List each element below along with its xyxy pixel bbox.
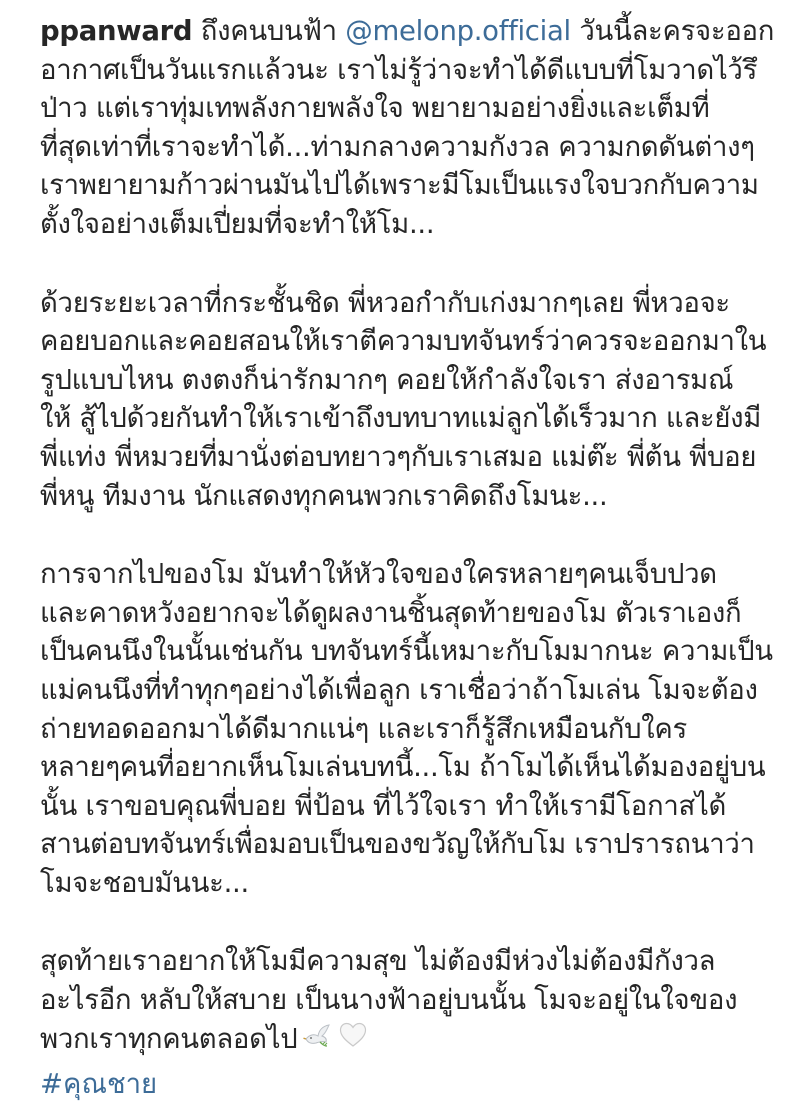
caption-line: ให้ สู้ไปด้วยกันทำให้เราเข้าถึงบทบาทแม่ลูกได้เร็วมาก และยังมี bbox=[40, 402, 762, 435]
caption-line: โมจะชอบมันนะ... bbox=[40, 866, 249, 899]
caption-line: เราพยายามก้าวผ่านมันไปได้เพราะมีโมเป็นแรงใจบวกกับความ bbox=[40, 169, 759, 202]
caption-line: การจากไปของโม มันทำให้หัวใจของใครหลายๆคนเจ็บปวด bbox=[40, 558, 717, 591]
caption-line: อากาศเป็นวันแรกแล้วนะ เราไม่รู้ว่าจะทำได้ดีแบบที่โมวาดไว้รึ bbox=[40, 53, 758, 86]
caption-line: สุดท้ายเราอยากให้โมมีความสุข ไม่ต้องมีห่วงไม่ต้องมีกังวล bbox=[40, 945, 716, 978]
caption-line: เป็นคนนึงในนั้นเช่นกัน บทจันทร์นี้เหมาะกับโมมากนะ ความเป็น bbox=[40, 635, 773, 668]
caption-line: หลายๆคนที่อยากเห็นโมเล่นบทนี้...โม ถ้าโมได้เห็นได้มองอยู่บน bbox=[40, 751, 766, 784]
caption-line: ตั้งใจอย่างเต็มเปี่ยมที่จะทำให้โม... bbox=[40, 207, 435, 240]
caption-line: นั้น เราขอบคุณพี่บอย พี่ป้อน ที่ไว้ใจเรา ทำให้เรามีโอกาสได้ bbox=[40, 789, 727, 822]
caption-line: พี่หนู ทีมงาน นักแสดงทุกคนพวกเราคิดถึงโมนะ... bbox=[40, 479, 608, 512]
hashtag-link[interactable]: #คุณชาย bbox=[40, 1067, 158, 1100]
dove-icon bbox=[303, 1020, 333, 1059]
caption-line bbox=[40, 1020, 780, 1059]
caption-line: และคาดหวังอยากจะได้ดูผลงานชิ้นสุดท้ายของโม ตัวเราเองก็ bbox=[40, 596, 742, 629]
caption-paragraph-1 bbox=[40, 12, 780, 244]
username-link[interactable]: ppanward bbox=[40, 15, 193, 47]
white-heart-icon bbox=[339, 1020, 367, 1059]
caption-line: แม่คนนึงที่ทำทุกๆอย่างได้เพื่อลูก เราเชื่อว่าถ้าโมเล่น โมจะต้อง bbox=[40, 673, 758, 706]
caption-line: คอยบอกและคอยสอนให้เราตีความบทจันทร์ว่าควรจะออกมาใน bbox=[40, 325, 767, 358]
caption-line: รูปแบบไหน ตงตงก็น่ารักมากๆ คอยให้กำลังใจเรา ส่งอารมณ์ bbox=[40, 363, 734, 396]
post-caption bbox=[40, 12, 780, 1104]
caption-line: อะไรอีก หลับให้สบาย เป็นนางฟ้าอยู่บนนั้น โมจะอยู่ในใจของ bbox=[40, 984, 738, 1017]
caption-text: วันนี้ละครจะออก bbox=[579, 15, 775, 47]
caption-paragraph-4 bbox=[40, 942, 780, 1058]
caption-line bbox=[40, 12, 780, 51]
caption-paragraph-3 bbox=[40, 555, 780, 902]
caption-line: พี่แท่ง พี่หมวยที่มานั่งต่อบทยาวๆกับเราเสมอ แม่ต๊ะ พี่ต้น พี่บอย bbox=[40, 440, 757, 473]
caption-line: สานต่อบทจันทร์เพื่อมอบเป็นของขวัญให้กับโม เราปรารถนาว่า bbox=[40, 828, 755, 861]
caption-paragraph-2 bbox=[40, 284, 780, 516]
caption-text: ถึงคนบนฟ้า bbox=[200, 15, 337, 47]
caption-line: ถ่ายทอดออกมาได้ดีมากแน่ๆ และเราก็รู้สึกเหมือนกับใคร bbox=[40, 712, 687, 745]
caption-text: พวกเราทุกคนตลอดไป bbox=[40, 1022, 298, 1055]
mention-link[interactable]: @melonp.official bbox=[345, 15, 571, 47]
caption-line: ด้วยระยะเวลาที่กระชั้นชิด พี่หวอกำกับเก่งมากๆเลย พี่หวอจะ bbox=[40, 286, 730, 319]
caption-line: ที่สุดเท่าที่เราจะทำได้...ท่ามกลางความกังวล ความกดดันต่างๆ bbox=[40, 130, 755, 163]
hashtag-row bbox=[40, 1065, 780, 1104]
caption-line: ป่าว แต่เราทุ่มเทพลังกายพลังใจ พยายามอย่างยิ่งและเต็มที่ bbox=[40, 92, 710, 125]
